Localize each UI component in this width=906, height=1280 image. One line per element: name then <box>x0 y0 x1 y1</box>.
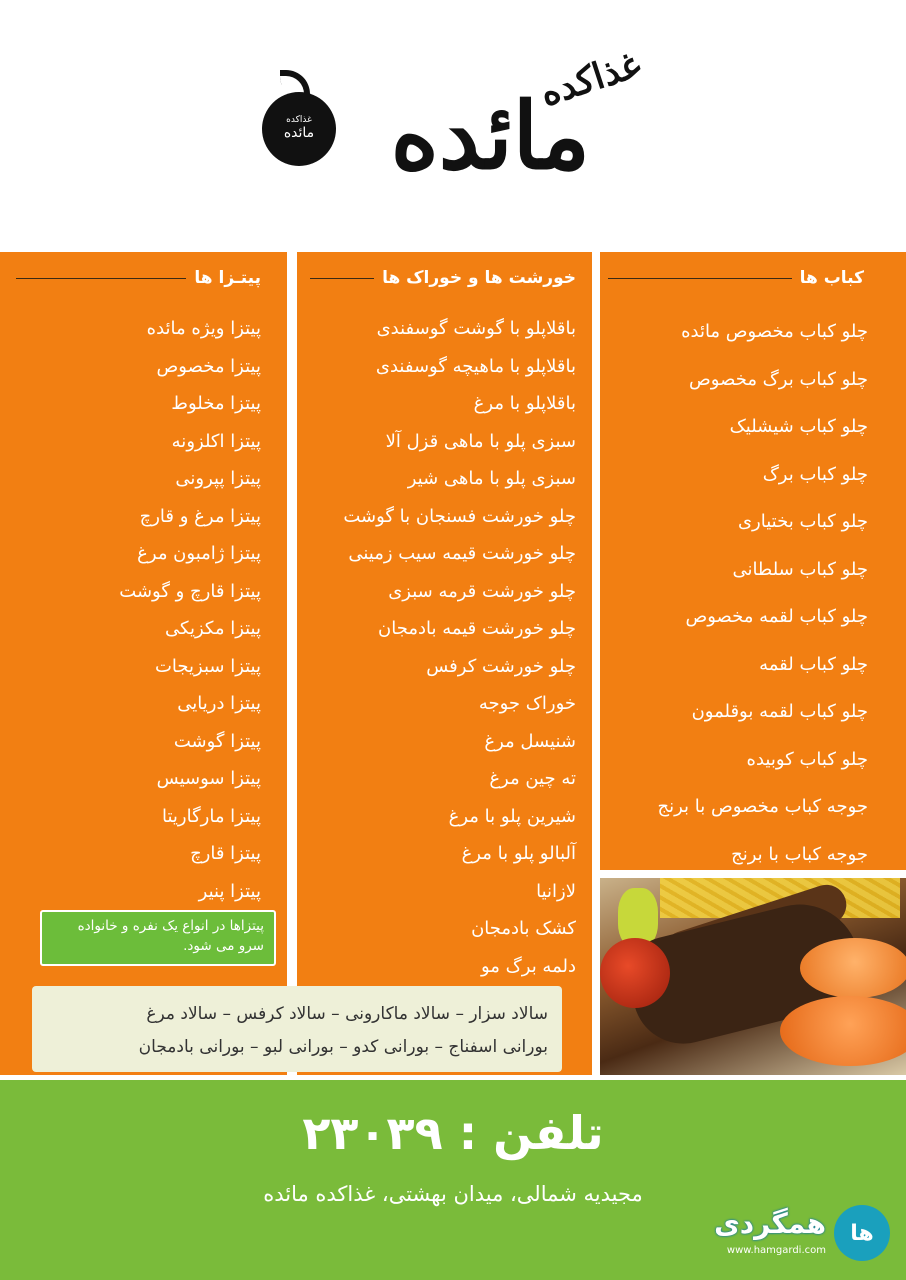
sides-line-salads: سالاد سزار – سالاد ماکارونی – سالاد کرفس – سالاد مرغ <box>146 1004 548 1024</box>
menu-item: پیتزا مخلوط <box>171 393 261 414</box>
menu-item: پیتزا پپرونی <box>175 468 261 489</box>
menu-item: چلو کباب مخصوص مائده <box>681 321 868 342</box>
logo-prefix: غذاکده <box>535 43 646 115</box>
menu-item: پیتزا مرغ و قارچ <box>139 505 261 527</box>
menu-item: چلو کباب شیشلیک <box>729 416 868 437</box>
photo-carrot <box>780 996 906 1066</box>
watermark-name: همگردی <box>714 1207 826 1240</box>
menu-item: جوجه کباب با برنج <box>731 843 868 865</box>
photo-carrot <box>800 938 906 998</box>
menu-item: چلو کباب سلطانی <box>732 558 868 580</box>
address: مجیدیه شمالی، میدان بهشتی، غذاکده مائده <box>263 1182 643 1206</box>
title-divider <box>310 278 374 279</box>
hamgardi-logo-icon: ها <box>834 1205 890 1261</box>
sides-line-borani: بورانی اسفناج – بورانی کدو – بورانی لبو – بورانی بادمجان <box>138 1037 548 1057</box>
pizza-note: پیتزاها در انواع یک نفره و خانواده سرو می شود. <box>40 910 276 966</box>
menu-item: پیتزا سبزیجات <box>154 655 261 677</box>
menu-item: چلو خورشت قیمه بادمجان <box>378 618 576 639</box>
pizza-list <box>119 310 261 910</box>
menu-item: باقلاپلو با ماهیچه گوسفندی <box>375 355 576 377</box>
menu-item: سبزی پلو با ماهی شیر <box>407 468 576 489</box>
menu-item: پیتزا مخصوص <box>156 355 261 377</box>
menu-item: پیتزا دریایی <box>177 693 261 714</box>
menu-item: پیتزا قارچ <box>190 843 261 864</box>
kebab-column <box>600 252 906 870</box>
photo-tomato <box>600 938 670 1008</box>
restaurant-logo <box>262 43 646 222</box>
menu-item: باقلاپلو با مرغ <box>473 393 576 414</box>
menu-item: چلو خورشت کرفس <box>426 655 576 677</box>
menu-item: ته چین مرغ <box>489 768 576 789</box>
menu-item: پیتزا پنیر <box>198 880 261 902</box>
pizza-title <box>16 268 261 288</box>
phone-number: تلفن : ۲۳۰۳۹ <box>302 1106 604 1160</box>
menu-item: دلمه برگ مو <box>481 955 576 977</box>
menu-item: چلو کباب لقمه مخصوص <box>685 606 868 627</box>
menu-item: باقلاپلو با گوشت گوسفندی <box>376 318 576 339</box>
menu-item: چلو کباب بختیاری <box>737 511 868 532</box>
title-divider <box>16 278 186 279</box>
menu-item: چلو کباب لقمه <box>759 653 868 675</box>
menu-item: لازانیا <box>536 880 576 902</box>
menu-item: آلبالو پلو با مرغ <box>461 843 576 864</box>
kebab-list <box>657 308 868 878</box>
watermark-url: www.hamgardi.com <box>726 1245 826 1256</box>
menu-item: پیتزا مارگاریتا <box>161 805 261 827</box>
menu-item: پیتزا اکلزونه <box>171 430 261 452</box>
sides-box <box>32 986 562 1072</box>
logo-badge-main: مائده <box>283 125 315 142</box>
menu-item: پیتزا ویژه مائده <box>146 318 261 339</box>
menu-item: پیتزا قارچ و گوشت <box>119 580 261 602</box>
menu-item: سبزی پلو با ماهی قزل آلا <box>385 430 576 452</box>
menu-item: چلو کباب کوبیده <box>746 748 868 770</box>
logo-badge-small: غذاکده <box>286 115 312 126</box>
logo-badge-icon <box>262 92 336 166</box>
leaf-icon <box>280 70 310 100</box>
pizza-title-text: پیتـزا ها <box>194 268 261 288</box>
menu-item: چلو کباب برگ مخصوص <box>689 368 868 390</box>
header <box>0 0 906 252</box>
stews-title-text: خورشت ها و خوراک ها <box>382 268 576 288</box>
menu-item: پیتزا ژامبون مرغ <box>137 543 261 564</box>
stews-title <box>310 268 576 288</box>
stews-list <box>343 310 576 985</box>
logo-brand-name: مائده <box>390 82 590 190</box>
menu-item: چلو خورشت قرمه سبزی <box>388 580 576 602</box>
menu-item: شنیسل مرغ <box>484 730 576 752</box>
menu-item: خوراک جوجه <box>478 693 576 714</box>
menu-item: چلو کباب لقمه بوقلمون <box>691 701 868 722</box>
menu-item: کشک بادمجان <box>471 918 576 939</box>
menu-item: پیتزا گوشت <box>173 730 261 752</box>
title-divider <box>608 278 792 279</box>
menu-item: پیتزا سوسیس <box>156 768 261 789</box>
menu-item: چلو کباب برگ <box>762 463 868 485</box>
kebab-title-text: کباب ها <box>799 268 864 288</box>
kebab-photo <box>600 878 906 1075</box>
watermark <box>690 1205 890 1265</box>
menu-item: شیرین پلو با مرغ <box>448 805 576 827</box>
menu-item: چلو خورشت قیمه سیب زمینی <box>348 543 576 564</box>
menu-item: پیتزا مکزیکی <box>165 618 261 639</box>
menu-item: چلو خورشت فسنجان با گوشت <box>343 505 576 527</box>
menu-item: جوجه کباب مخصوص با برنج <box>657 796 868 817</box>
kebab-title <box>608 268 864 288</box>
stews-column <box>297 252 592 1075</box>
